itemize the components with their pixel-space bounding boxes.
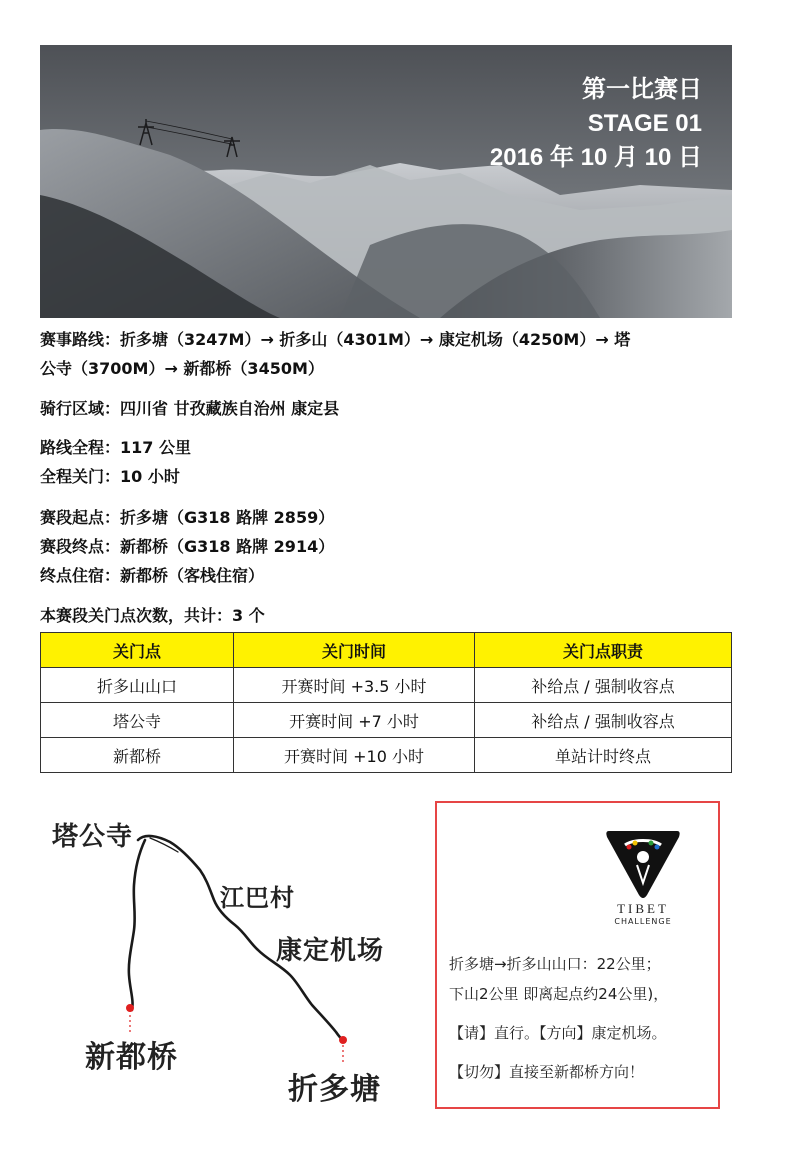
cell-duty: 补给点 / 强制收容点 <box>475 668 732 703</box>
hero-photo <box>40 45 732 318</box>
shield-icon <box>603 825 683 903</box>
zheduo-dot <box>339 1036 347 1044</box>
checkpoint-count-info <box>40 601 740 630</box>
stage-title-en: STAGE 01 <box>587 110 702 137</box>
stage-title-cn: 第一比赛日 <box>582 76 702 103</box>
hero-title-block <box>490 73 702 175</box>
route-line-1: 赛事路线：折多塘（3247M）→ 折多山（4301M）→ 康定机场（4250M）→ 塔 <box>40 330 631 349</box>
total-distance: 路线全程：117 公里 <box>40 438 191 457</box>
header-duty: 关门点职责 <box>475 633 732 668</box>
note-line-3: 【请】直行。【方向】康定机场。 <box>449 1024 667 1042</box>
map-label-zheduo: 折多塘 <box>288 1072 381 1107</box>
stage-finish: 赛段终点：新都桥（G318 路牌 2914） <box>40 537 335 556</box>
cell-duty: 补给点 / 强制收容点 <box>475 703 732 738</box>
cell-checkpoint: 塔公寺 <box>41 703 234 738</box>
cell-checkpoint: 新都桥 <box>41 738 234 773</box>
stage-lodging: 终点住宿：新都桥（客栈住宿） <box>40 566 265 585</box>
map-label-jiangba: 江巴村 <box>220 884 295 912</box>
table-row <box>41 668 732 703</box>
directions-note-box <box>435 801 720 1109</box>
map-label-airport: 康定机场 <box>276 936 385 966</box>
stage-points-info <box>40 503 740 590</box>
checkpoint-table <box>40 632 732 773</box>
xindu-dot <box>126 1004 134 1012</box>
route-info <box>40 325 740 383</box>
cell-cutoff-time: 开赛时间 +7 小时 <box>234 703 475 738</box>
note-text <box>449 949 711 1087</box>
route-path-branch <box>129 840 145 1010</box>
cell-checkpoint: 折多山山口 <box>41 668 234 703</box>
checkpoint-count: 本赛段关门点次数，共计：3 个 <box>40 606 265 625</box>
cell-cutoff-time: 开赛时间 +10 小时 <box>234 738 475 773</box>
distance-info <box>40 433 740 491</box>
note-line-4: 【切勿】直接至新都桥方向！ <box>449 1063 645 1081</box>
stage-start: 赛段起点：折多塘（G318 路牌 2859） <box>40 508 335 527</box>
table-header-row <box>41 633 732 668</box>
cell-duty: 单站计时终点 <box>475 738 732 773</box>
header-cutoff-time: 关门时间 <box>234 633 475 668</box>
table-row <box>41 738 732 773</box>
cell-cutoff-time: 开赛时间 +3.5 小时 <box>234 668 475 703</box>
table-row <box>41 703 732 738</box>
total-cutoff: 全程关门：10 小时 <box>40 467 180 486</box>
route-line-2: 公寺（3700M）→ 新都桥（3450M） <box>40 359 324 378</box>
region-info <box>40 394 740 423</box>
logo-word-challenge: CHALLENGE <box>614 917 672 926</box>
logo-word-tibet: TIBET <box>617 901 669 916</box>
header-checkpoint: 关门点 <box>41 633 234 668</box>
map-label-xindu: 新都桥 <box>85 1040 178 1075</box>
note-line-1: 折多塘→折多山山口：22公里； <box>449 955 661 973</box>
route-map <box>40 800 420 1130</box>
riding-region: 骑行区域：四川省 甘孜藏族自治州 康定县 <box>40 399 340 418</box>
note-line-2: 下山2公里 即离起点约24公里)， <box>449 985 669 1003</box>
tibet-challenge-logo <box>603 825 683 925</box>
map-label-tagong: 塔公寺 <box>52 822 134 852</box>
stage-date: 2016 年 10 月 10 日 <box>489 144 702 171</box>
